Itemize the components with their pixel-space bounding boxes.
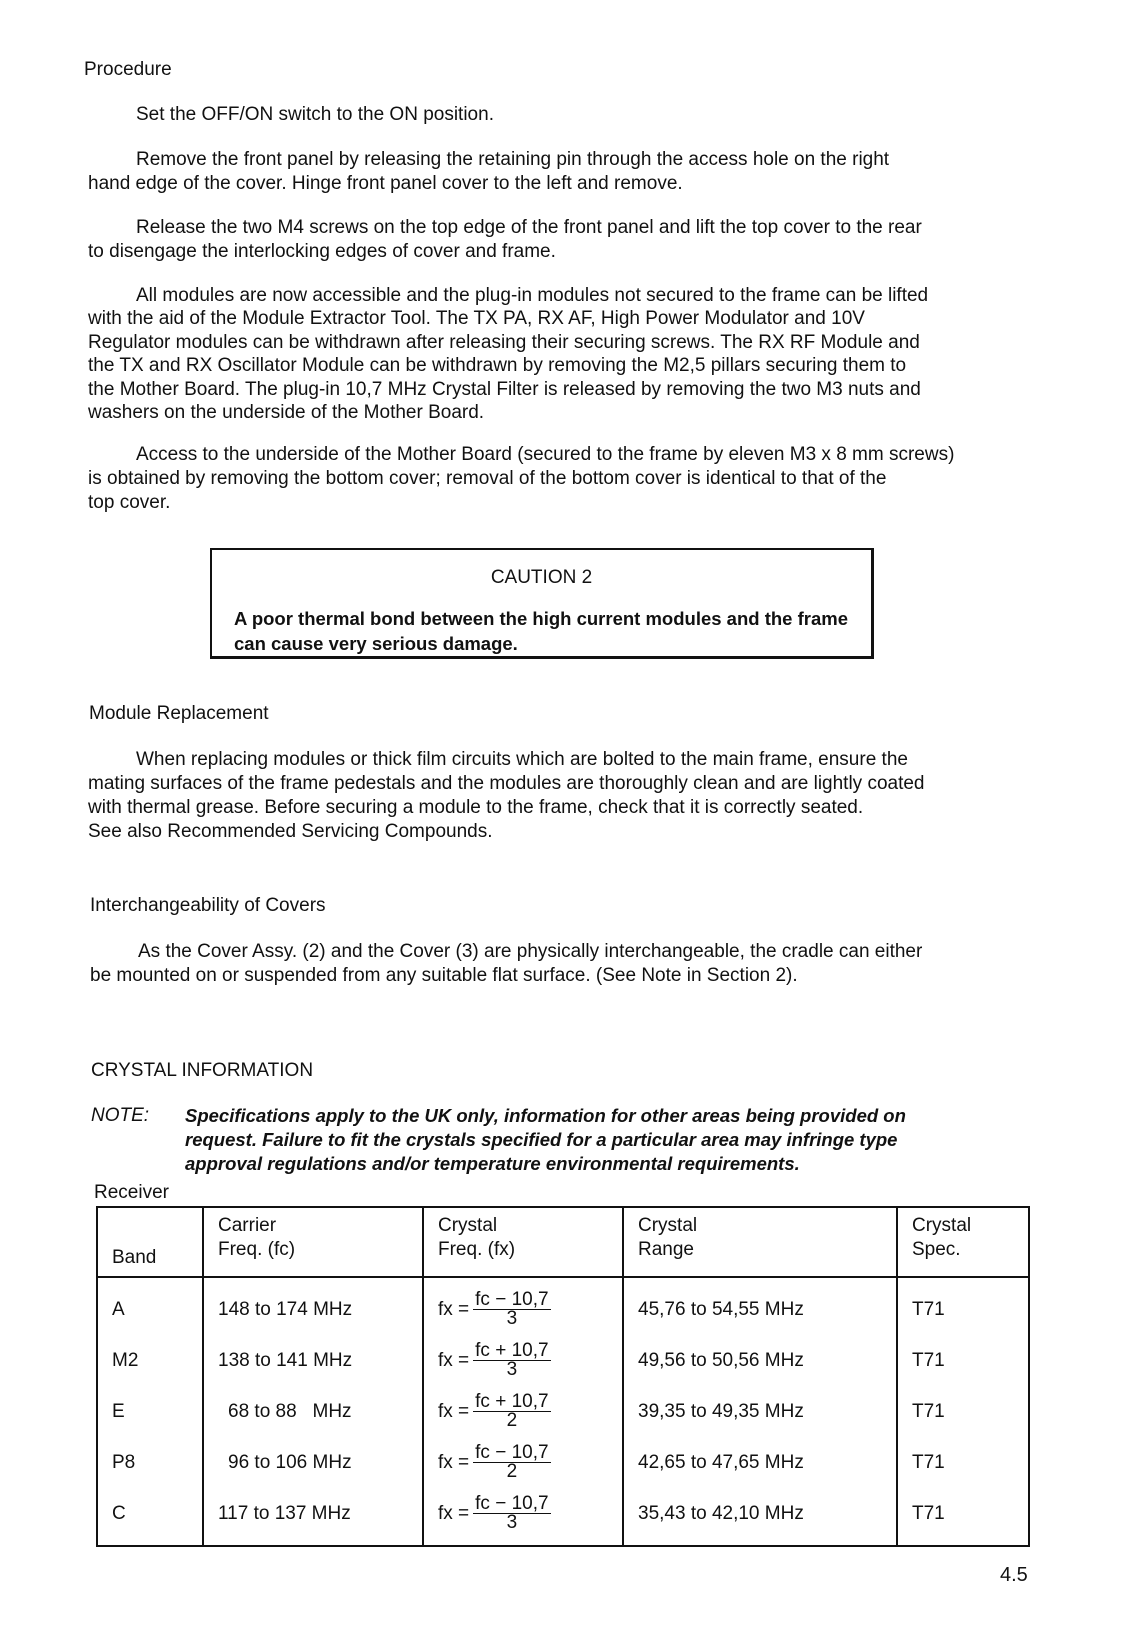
text-line: is obtained by removing the bottom cover; removal of the bottom cover is identical to that of the [88, 468, 887, 489]
cell-band: A [97, 1277, 203, 1335]
cell-spec: T71 [897, 1488, 1029, 1546]
cell-carrier: 68 to 88 MHz [203, 1386, 423, 1437]
text-line: A poor thermal bond between the high current modules and the frame [234, 608, 848, 629]
procedure-heading: Procedure [84, 59, 172, 80]
cell-spec: T71 [897, 1386, 1029, 1437]
header-line: Freq. (fx) [438, 1239, 516, 1260]
header-line: Spec. [912, 1239, 961, 1260]
cell-range: 42,65 to 47,65 MHz [623, 1437, 897, 1488]
header-crystal-freq [423, 1207, 623, 1277]
note-label: NOTE: [91, 1105, 150, 1126]
cell-formula [423, 1488, 623, 1546]
formula-numerator: fc + 10,7 [475, 1391, 549, 1412]
cell-carrier: 138 to 141 MHz [203, 1335, 423, 1386]
text-line: to disengage the interlocking edges of cover and frame. [88, 241, 556, 262]
formula-lhs: fx = [438, 1349, 470, 1371]
formula-numerator: fc − 10,7 [475, 1493, 549, 1514]
cell-spec: T71 [897, 1335, 1029, 1386]
formula-denominator: 3 [506, 1512, 518, 1533]
text-line: Specifications apply to the UK only, information for other areas being provided on [185, 1105, 906, 1126]
header-line: Crystal [638, 1215, 698, 1236]
text-line: the Mother Board. The plug-in 10,7 MHz Crystal Filter is released by removing the two M3 nuts and [88, 378, 921, 400]
receiver-crystal-table [96, 1206, 1030, 1547]
text-line: can cause very serious damage. [234, 633, 518, 654]
text-line: approval regulations and/or temperature environmental requirements. [185, 1153, 800, 1174]
procedure-paragraph-2 [88, 148, 1048, 196]
text-line: Remove the front panel by releasing the retaining pin through the access hole on the right [136, 149, 890, 170]
text-line: with thermal grease. Before securing a module to the frame, check that it is correctly seated. [88, 797, 864, 818]
formula-denominator: 2 [506, 1410, 518, 1431]
formula-denominator: 2 [506, 1461, 518, 1482]
caution-text [234, 606, 848, 656]
formula-lhs: fx = [438, 1400, 470, 1422]
procedure-paragraph-1 [88, 103, 1048, 127]
cell-range: 39,35 to 49,35 MHz [623, 1386, 897, 1437]
page-number: 4.5 [1000, 1564, 1028, 1586]
header-carrier-freq [203, 1207, 423, 1277]
formula-denominator: 3 [506, 1308, 518, 1329]
cell-band: C [97, 1488, 203, 1546]
formula-numerator: fc + 10,7 [475, 1340, 549, 1361]
text-line: When replacing modules or thick film circuits which are bolted to the main frame, ensure the [136, 749, 908, 770]
cell-spec: T71 [897, 1277, 1029, 1335]
table-row [97, 1335, 1029, 1386]
cell-formula [423, 1277, 623, 1335]
cell-carrier: 148 to 174 MHz [203, 1277, 423, 1335]
cell-carrier: 96 to 106 MHz [203, 1437, 423, 1488]
crystal-information-heading: CRYSTAL INFORMATION [91, 1060, 314, 1081]
table-row [97, 1386, 1029, 1437]
cell-band: E [97, 1386, 203, 1437]
text-line: See also Recommended Servicing Compounds. [88, 821, 493, 842]
header-line: Freq. (fc) [218, 1239, 296, 1260]
header-line: Carrier [218, 1215, 277, 1236]
table-row [97, 1437, 1029, 1488]
text-line: be mounted on or suspended from any suitable flat surface. (See Note in Section 2). [90, 965, 798, 986]
text-line: the TX and RX Oscillator Module can be withdrawn by removing the M2,5 pillars securing them to [88, 355, 907, 377]
table-row [97, 1277, 1029, 1335]
text-line: top cover. [88, 492, 171, 513]
header-crystal-spec [897, 1207, 1029, 1277]
caution-box [210, 548, 874, 659]
cell-range: 45,76 to 54,55 MHz [623, 1277, 897, 1335]
caution-title: CAUTION 2 [490, 567, 593, 588]
cell-spec: T71 [897, 1437, 1029, 1488]
text-line: Release the two M4 screws on the top edge of the front panel and lift the top cover to the rear [136, 217, 922, 238]
table-caption: Receiver [94, 1182, 169, 1203]
module-replacement-heading: Module Replacement [89, 703, 269, 724]
text-line: Regulator modules can be withdrawn after releasing their securing screws. The RX RF Module and [88, 331, 920, 353]
text-line: All modules are now accessible and the plug-in modules not secured to the frame can be lifted [136, 285, 929, 306]
cell-formula [423, 1437, 623, 1488]
note-text [185, 1104, 1015, 1176]
formula-numerator: fc − 10,7 [475, 1289, 549, 1310]
cell-carrier: 117 to 137 MHz [203, 1488, 423, 1546]
text-line: mating surfaces of the frame pedestals and the modules are thoroughly clean and are lightly coated [88, 773, 925, 794]
text-line: Set the OFF/ON switch to the ON position. [136, 104, 494, 125]
text-line: with the aid of the Module Extractor Tool. The TX PA, RX AF, High Power Modulator and 10V [88, 308, 865, 330]
formula-lhs: fx = [438, 1298, 470, 1320]
procedure-paragraph-3 [88, 216, 1048, 264]
header-crystal-range [623, 1207, 897, 1277]
text-line: hand edge of the cover. Hinge front panel cover to the left and remove. [88, 173, 683, 194]
header-band: Band [97, 1207, 203, 1277]
cell-formula [423, 1335, 623, 1386]
header-line: Crystal [438, 1215, 498, 1236]
table-header-row [97, 1207, 1029, 1277]
formula-lhs: fx = [438, 1502, 470, 1524]
procedure-paragraph-5 [88, 443, 1048, 515]
table-row [97, 1488, 1029, 1546]
cell-formula [423, 1386, 623, 1437]
text-line: request. Failure to fit the crystals specified for a particular area may infringe type [185, 1129, 898, 1150]
module-replacement-paragraph [88, 748, 1048, 844]
cell-range: 49,56 to 50,56 MHz [623, 1335, 897, 1386]
covers-heading: Interchangeability of Covers [90, 895, 326, 916]
formula-lhs: fx = [438, 1451, 470, 1473]
covers-paragraph [90, 940, 1050, 988]
text-line: As the Cover Assy. (2) and the Cover (3) are physically interchangeable, the cradle can either [138, 941, 923, 962]
cell-range: 35,43 to 42,10 MHz [623, 1488, 897, 1546]
text-line: Access to the underside of the Mother Board (secured to the frame by eleven M3 x 8 mm screws) [136, 444, 955, 465]
procedure-paragraph-4 [88, 284, 1048, 424]
header-line: Crystal [912, 1215, 972, 1236]
formula-numerator: fc − 10,7 [475, 1442, 549, 1463]
text-line: washers on the underside of the Mother Board. [88, 402, 485, 424]
header-line: Range [638, 1239, 694, 1260]
cell-band: P8 [97, 1437, 203, 1488]
formula-denominator: 3 [506, 1359, 518, 1380]
cell-band: M2 [97, 1335, 203, 1386]
